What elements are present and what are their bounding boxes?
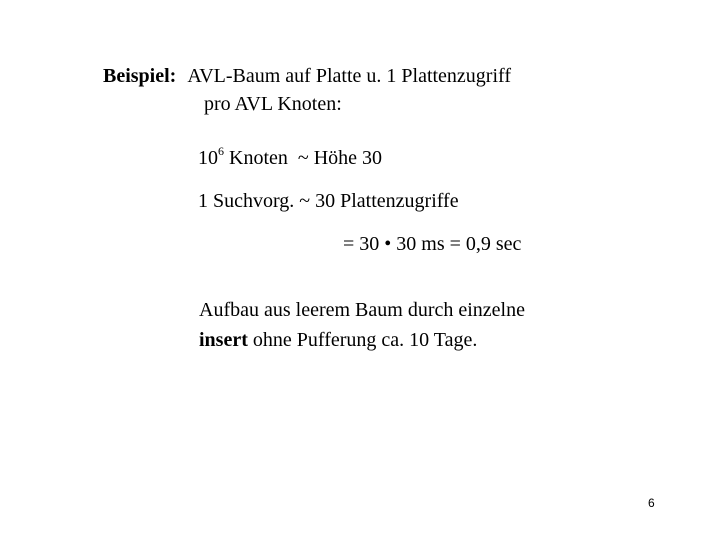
example-heading-line2: pro AVL Knoten:: [204, 93, 342, 115]
nodes-line: [198, 146, 382, 170]
calc-line: = 30 • 30 ms = 0,9 sec: [343, 233, 522, 255]
page-number: 6: [648, 496, 655, 510]
nodes-exponent: 6: [218, 144, 224, 159]
heading-text-1: AVL-Baum auf Platte u. 1 Plattenzugriff: [187, 65, 511, 87]
example-heading-line1: [103, 64, 511, 88]
example-label: Beispiel:: [103, 65, 177, 87]
nodes-text: Knoten ~ Höhe 30: [224, 147, 383, 169]
insert-keyword: insert: [199, 329, 248, 351]
build-line2-text: ohne Pufferung ca. 10 Tage.: [247, 329, 478, 351]
build-line1: Aufbau aus leerem Baum durch einzelne: [199, 299, 525, 321]
build-line2: [199, 328, 477, 352]
search-line: 1 Suchvorg. ~ 30 Plattenzugriffe: [198, 190, 459, 212]
nodes-base: 10: [198, 147, 218, 169]
